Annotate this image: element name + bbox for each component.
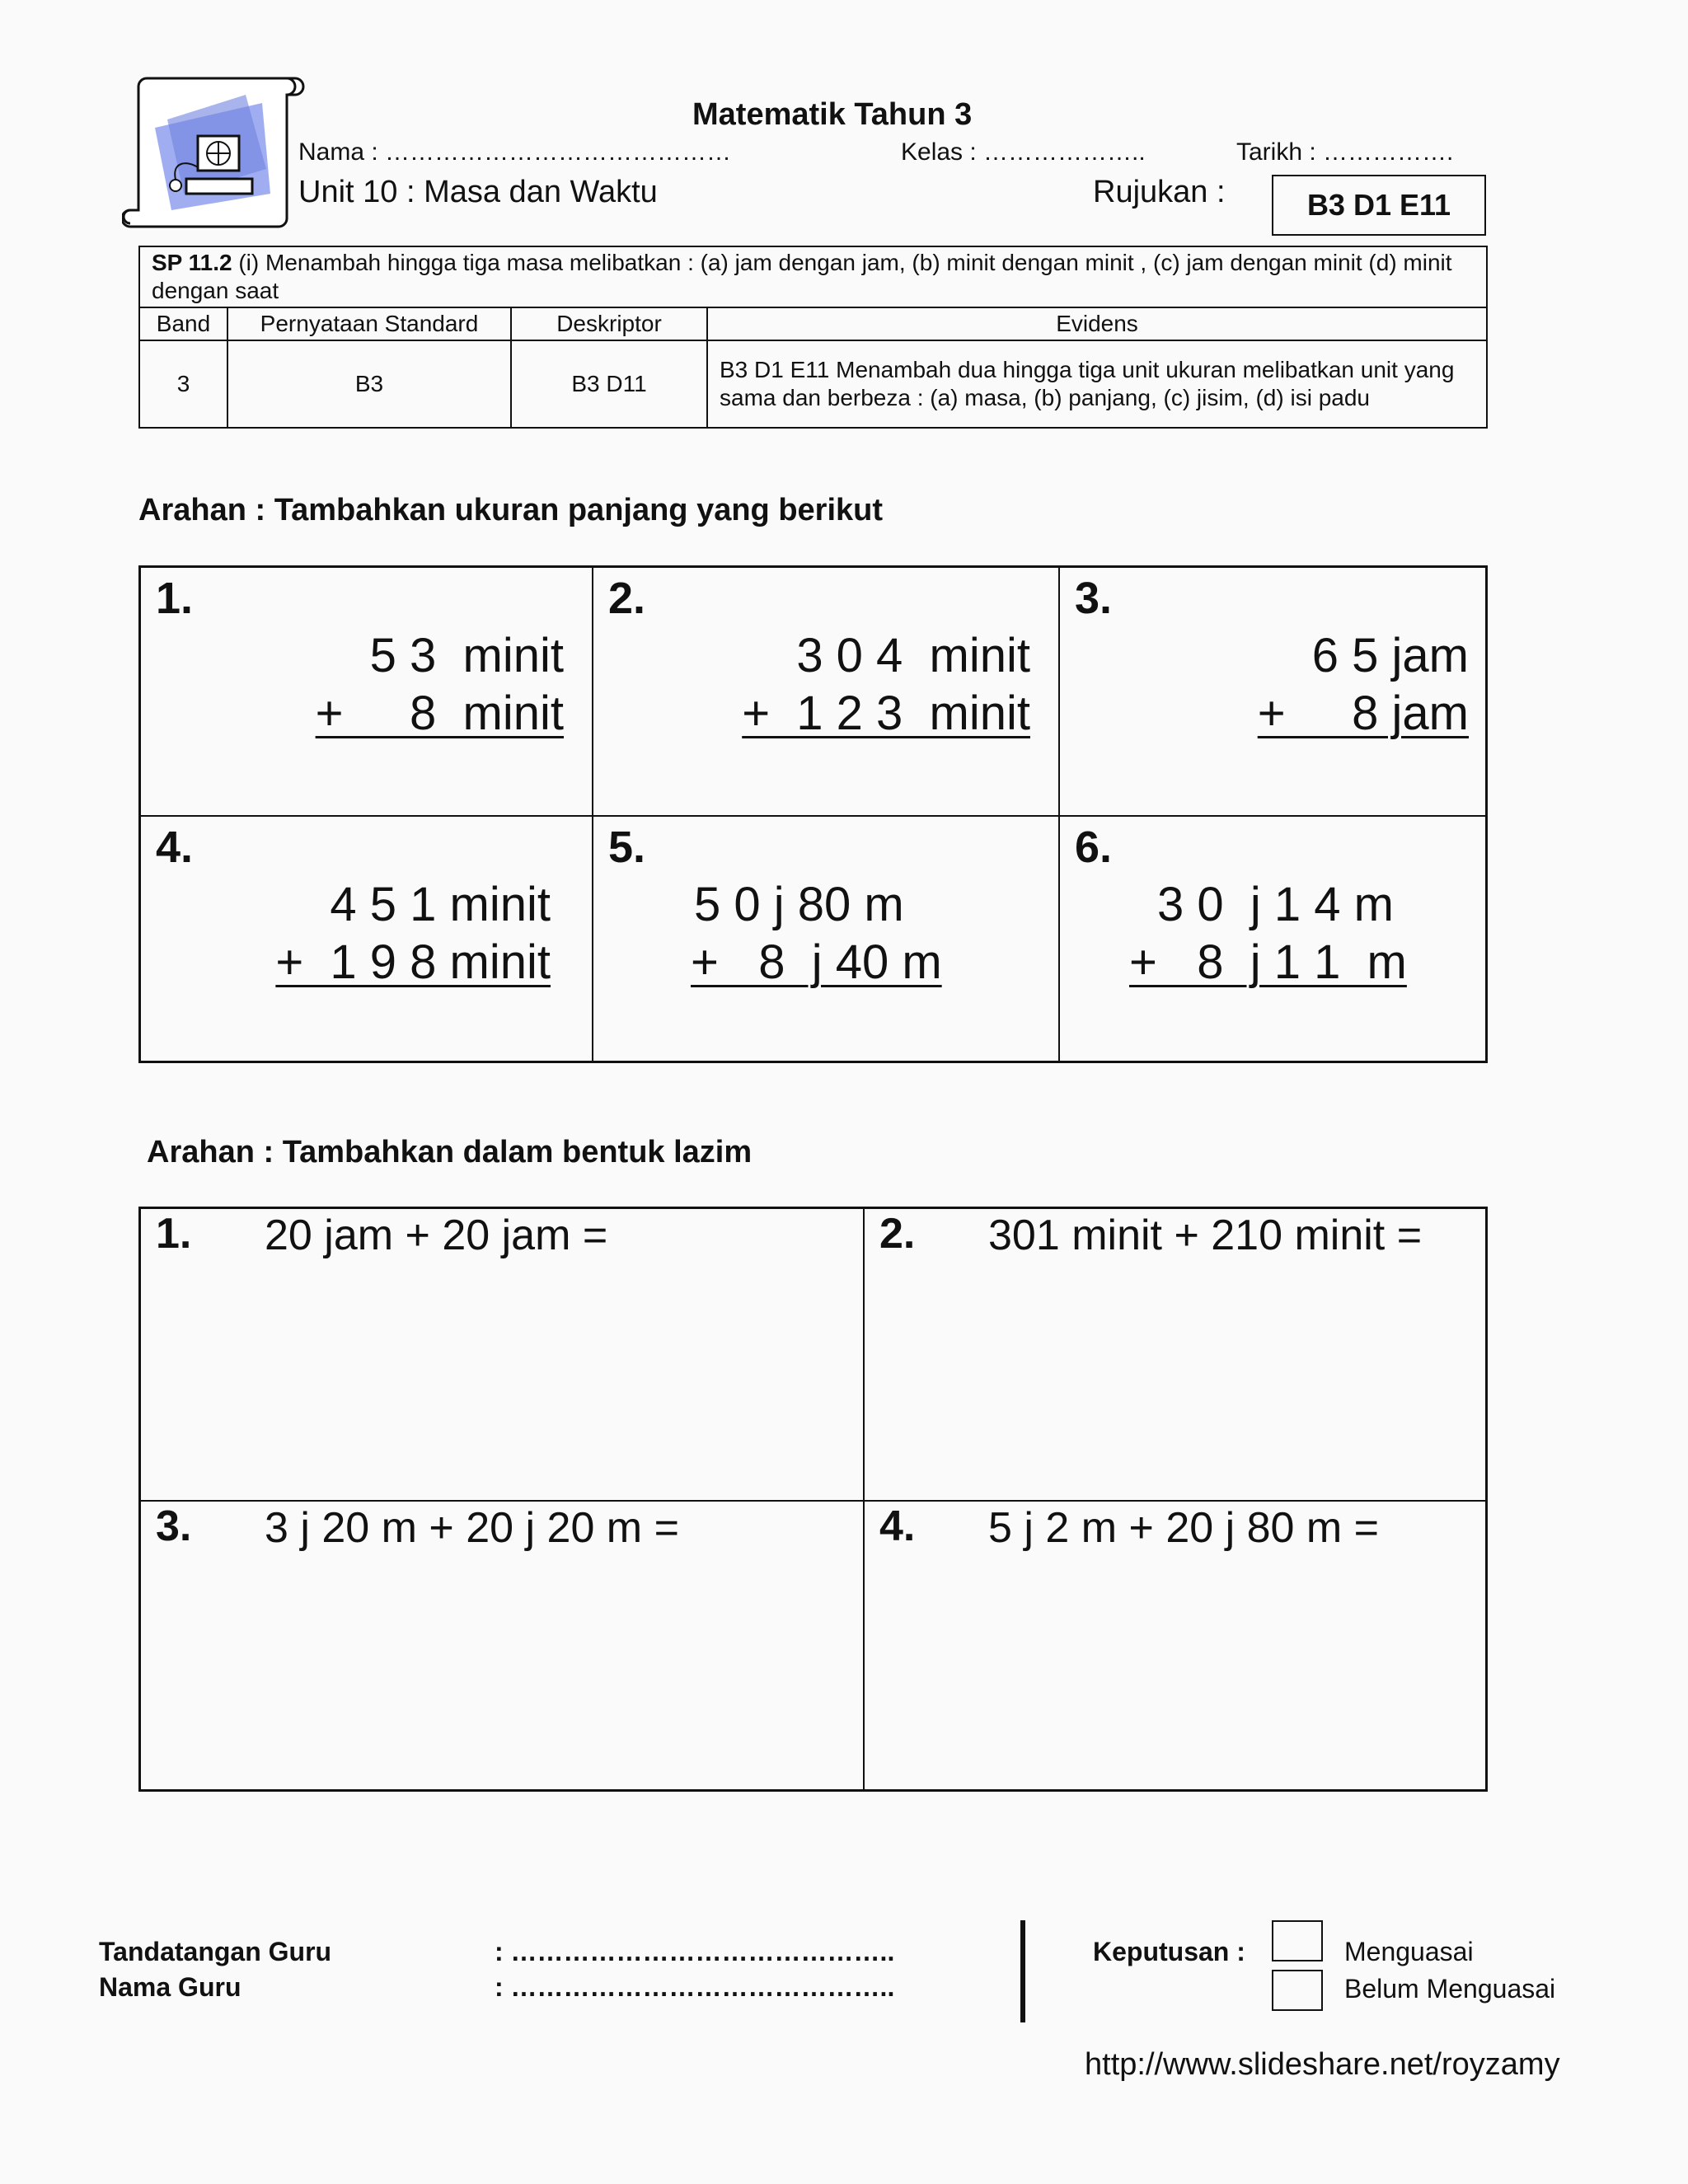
standard-table bbox=[138, 246, 1488, 429]
problem-number: 4. bbox=[879, 1502, 916, 1550]
problem-number: 5. bbox=[608, 823, 646, 872]
problem-bottom-operand: + 8 j 40 m bbox=[691, 935, 942, 989]
problem-bottom-operand: + 1 2 3 minit bbox=[742, 687, 1030, 740]
header-evidence: Evidens bbox=[707, 307, 1487, 340]
problem-cell[interactable] bbox=[140, 567, 593, 816]
name-field[interactable]: Nama : …………………………………… bbox=[298, 138, 732, 166]
problem-cell[interactable] bbox=[140, 816, 593, 1062]
header-band: Band bbox=[139, 307, 227, 340]
reference-label: Rujukan : bbox=[1093, 175, 1226, 209]
table-row bbox=[139, 340, 1487, 428]
problem-bottom-operand: + 8 minit bbox=[315, 687, 564, 740]
problem-cell[interactable] bbox=[864, 1501, 1486, 1790]
teacher-name-label: Nama Guru bbox=[99, 1972, 241, 2002]
reference-code: B3 D1 E11 bbox=[1306, 188, 1451, 222]
problem-expression: 20 jam + 20 jam = bbox=[265, 1212, 608, 1259]
unit-title: Unit 10 : Masa dan Waktu bbox=[298, 175, 658, 209]
problem-number: 1. bbox=[156, 1210, 192, 1258]
problem-number: 2. bbox=[879, 1210, 916, 1258]
footer-divider bbox=[1020, 1920, 1025, 2022]
problem-bottom-operand: + 8 j 1 1 m bbox=[1129, 935, 1407, 989]
problem-expression: 301 minit + 210 minit = bbox=[988, 1212, 1423, 1259]
sp-cell bbox=[139, 246, 1487, 307]
problem-cell[interactable] bbox=[1059, 567, 1486, 816]
vertical-addition-grid bbox=[138, 565, 1488, 1063]
header-standard: Pernyataan Standard bbox=[227, 307, 511, 340]
header-descriptor: Deskriptor bbox=[511, 307, 707, 340]
mastered-label: Menguasai bbox=[1344, 1937, 1474, 1966]
table-header-row bbox=[139, 307, 1487, 340]
scroll-computer-logo bbox=[122, 70, 308, 240]
mastered-checkbox[interactable] bbox=[1272, 1920, 1323, 1961]
cell-standard: B3 bbox=[227, 340, 511, 428]
teacher-signature-field[interactable]: : …………………………………….. bbox=[495, 1937, 895, 1966]
problem-top-operand: 5 0 j 80 m bbox=[694, 878, 904, 931]
section2-directive: Arahan : Tambahkan dalam bentuk lazim bbox=[147, 1135, 753, 1169]
problem-expression: 5 j 2 m + 20 j 80 m = bbox=[988, 1504, 1380, 1552]
problem-cell[interactable] bbox=[593, 567, 1059, 816]
cell-evidence: B3 D1 E11 Menambah dua hingga tiga unit ukuran melibatkan unit yang sama dan berbeza : (a) masa, (b) panjang, (c) jisim, (d) isi padu bbox=[707, 340, 1487, 428]
problem-top-operand: 6 5 jam bbox=[1311, 629, 1469, 682]
sp-text: (i) Menambah hingga tiga masa melibatkan : (a) jam dengan jam, (b) minit dengan minit , (c) jam dengan minit (d) minit dengan saat bbox=[152, 250, 1452, 303]
problem-cell[interactable] bbox=[1059, 816, 1486, 1062]
problem-expression: 3 j 20 m + 20 j 20 m = bbox=[265, 1504, 679, 1552]
cell-descriptor: B3 D11 bbox=[511, 340, 707, 428]
reference-code-box bbox=[1272, 175, 1486, 236]
problem-number: 4. bbox=[156, 823, 194, 872]
class-field[interactable]: Kelas : ……………….. bbox=[901, 138, 1146, 166]
problem-cell[interactable] bbox=[140, 1501, 864, 1790]
problem-number: 3. bbox=[156, 1502, 192, 1550]
sp-row bbox=[139, 246, 1487, 307]
problem-top-operand: 3 0 j 1 4 m bbox=[1157, 878, 1394, 931]
problem-bottom-operand: + 1 9 8 minit bbox=[275, 935, 551, 989]
problem-top-operand: 3 0 4 minit bbox=[796, 629, 1030, 682]
problem-cell[interactable] bbox=[864, 1208, 1486, 1501]
horizontal-addition-grid bbox=[138, 1207, 1488, 1792]
problem-number: 2. bbox=[608, 574, 646, 623]
problem-number: 6. bbox=[1075, 823, 1113, 872]
cell-band: 3 bbox=[139, 340, 227, 428]
not-mastered-checkbox[interactable] bbox=[1272, 1970, 1323, 2011]
problem-number: 1. bbox=[156, 574, 194, 623]
section1-directive: Arahan : Tambahkan ukuran panjang yang berikut bbox=[138, 493, 884, 527]
not-mastered-label: Belum Menguasai bbox=[1344, 1974, 1556, 2004]
decision-label: Keputusan : bbox=[1093, 1937, 1245, 1966]
sp-code: SP 11.2 bbox=[152, 250, 232, 275]
problem-top-operand: 4 5 1 minit bbox=[330, 878, 551, 931]
date-field[interactable]: Tarikh : ……………. bbox=[1236, 138, 1454, 166]
source-url[interactable]: http://www.slideshare.net/royzamy bbox=[1085, 2047, 1560, 2082]
teacher-name-field[interactable]: : …………………………………….. bbox=[495, 1972, 895, 2002]
teacher-signature-label: Tandatangan Guru bbox=[99, 1937, 332, 1966]
problem-top-operand: 5 3 minit bbox=[369, 629, 564, 682]
problem-cell[interactable] bbox=[140, 1208, 864, 1501]
problem-number: 3. bbox=[1075, 574, 1113, 623]
problem-bottom-operand: + 8 jam bbox=[1257, 687, 1469, 740]
problem-cell[interactable] bbox=[593, 816, 1059, 1062]
worksheet-title: Matematik Tahun 3 bbox=[692, 97, 973, 132]
